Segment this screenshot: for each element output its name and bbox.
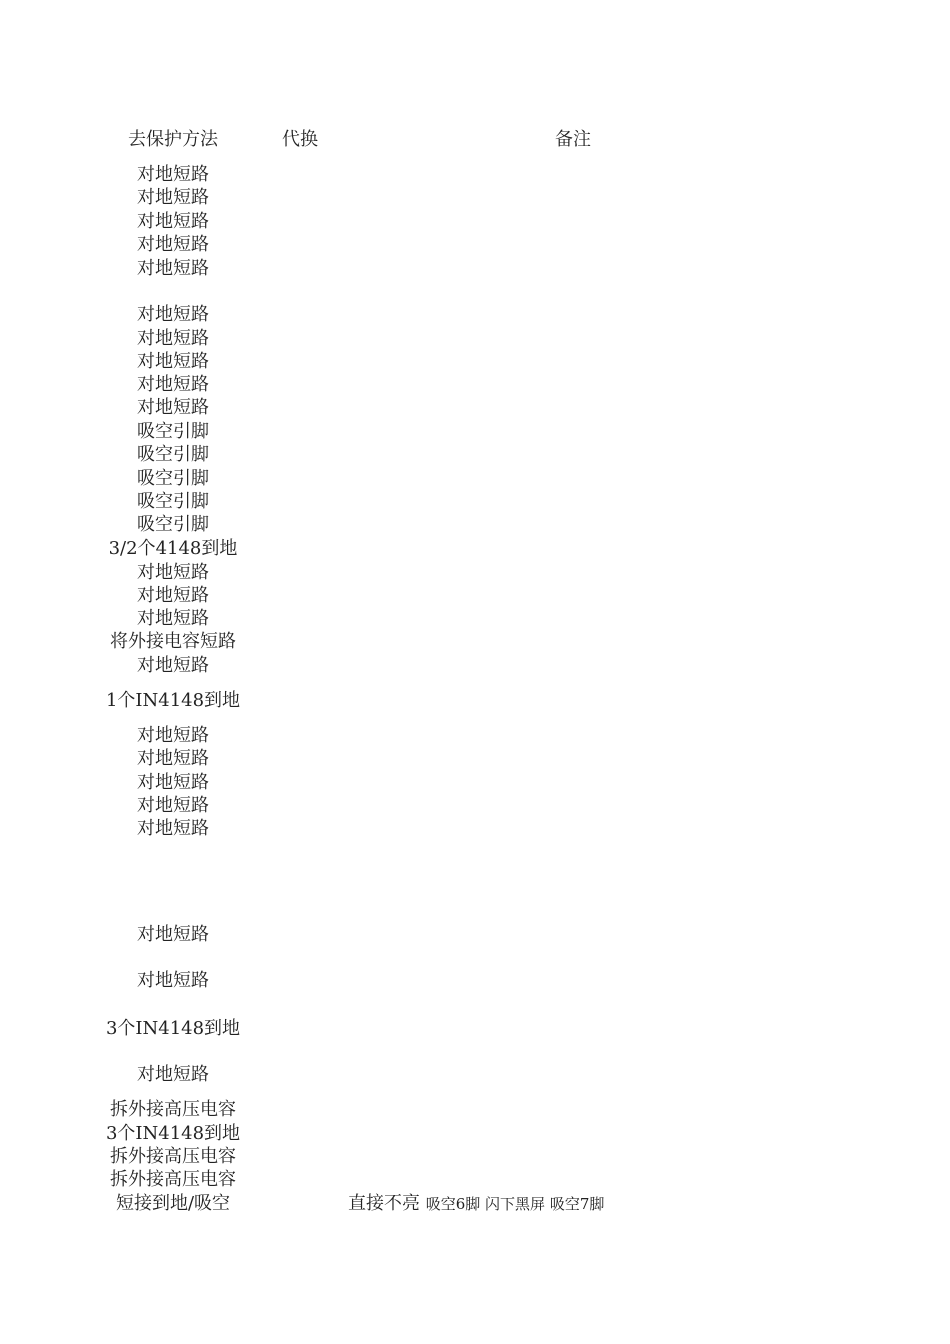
method-cell: 对地短路 [137, 748, 209, 769]
method-cell: 对地短路 [137, 818, 209, 839]
method-cell: 对地短路 [137, 304, 209, 325]
method-cell: 3个IN4148到地 [105, 1123, 241, 1144]
method-cell: 对地短路 [137, 328, 209, 349]
method-cell: 对地短路 [137, 795, 209, 816]
method-cell: 对地短路 [137, 211, 209, 232]
method-cell: 对地短路 [137, 924, 209, 945]
column-header-replace: 代换 [282, 129, 318, 150]
method-cell: 对地短路 [137, 562, 209, 583]
method-cell: 3/2个4148到地 [108, 538, 238, 559]
method-cell: 对地短路 [137, 970, 209, 991]
method-cell: 对地短路 [137, 258, 209, 279]
method-cell: 对地短路 [137, 1064, 209, 1085]
method-cell: 对地短路 [137, 374, 209, 395]
method-cell: 1个IN4148到地 [105, 690, 241, 711]
method-cell: 吸空引脚 [137, 421, 209, 442]
method-cell: 对地短路 [137, 772, 209, 793]
method-cell: 对地短路 [137, 397, 209, 418]
column-header-note: 备注 [555, 129, 591, 150]
method-cell: 对地短路 [137, 351, 209, 372]
method-cell: 吸空引脚 [137, 514, 209, 535]
column-header-method: 去保护方法 [128, 129, 218, 150]
method-cell: 对地短路 [137, 187, 209, 208]
method-cell: 拆外接高压电容 [110, 1169, 236, 1190]
method-cell: 对地短路 [137, 608, 209, 629]
method-cell: 对地短路 [137, 725, 209, 746]
method-cell: 吸空引脚 [137, 444, 209, 465]
note-main-text: 直接不亮 [348, 1193, 420, 1214]
method-cell: 对地短路 [137, 585, 209, 606]
method-cell: 将外接电容短路 [110, 631, 236, 652]
method-cell: 对地短路 [137, 234, 209, 255]
method-cell: 吸空引脚 [137, 491, 209, 512]
method-cell: 短接到地/吸空 [115, 1193, 231, 1214]
method-cell: 3个IN4148到地 [105, 1018, 241, 1039]
method-cell: 拆外接高压电容 [110, 1099, 236, 1120]
method-cell: 吸空引脚 [137, 468, 209, 489]
method-cell: 对地短路 [137, 164, 209, 185]
method-cell: 对地短路 [137, 655, 209, 676]
note-detail-text: 吸空6脚 闪下黑屏 吸空7脚 [425, 1195, 605, 1213]
note-cell [348, 1192, 604, 1216]
method-cell: 拆外接高压电容 [110, 1146, 236, 1167]
